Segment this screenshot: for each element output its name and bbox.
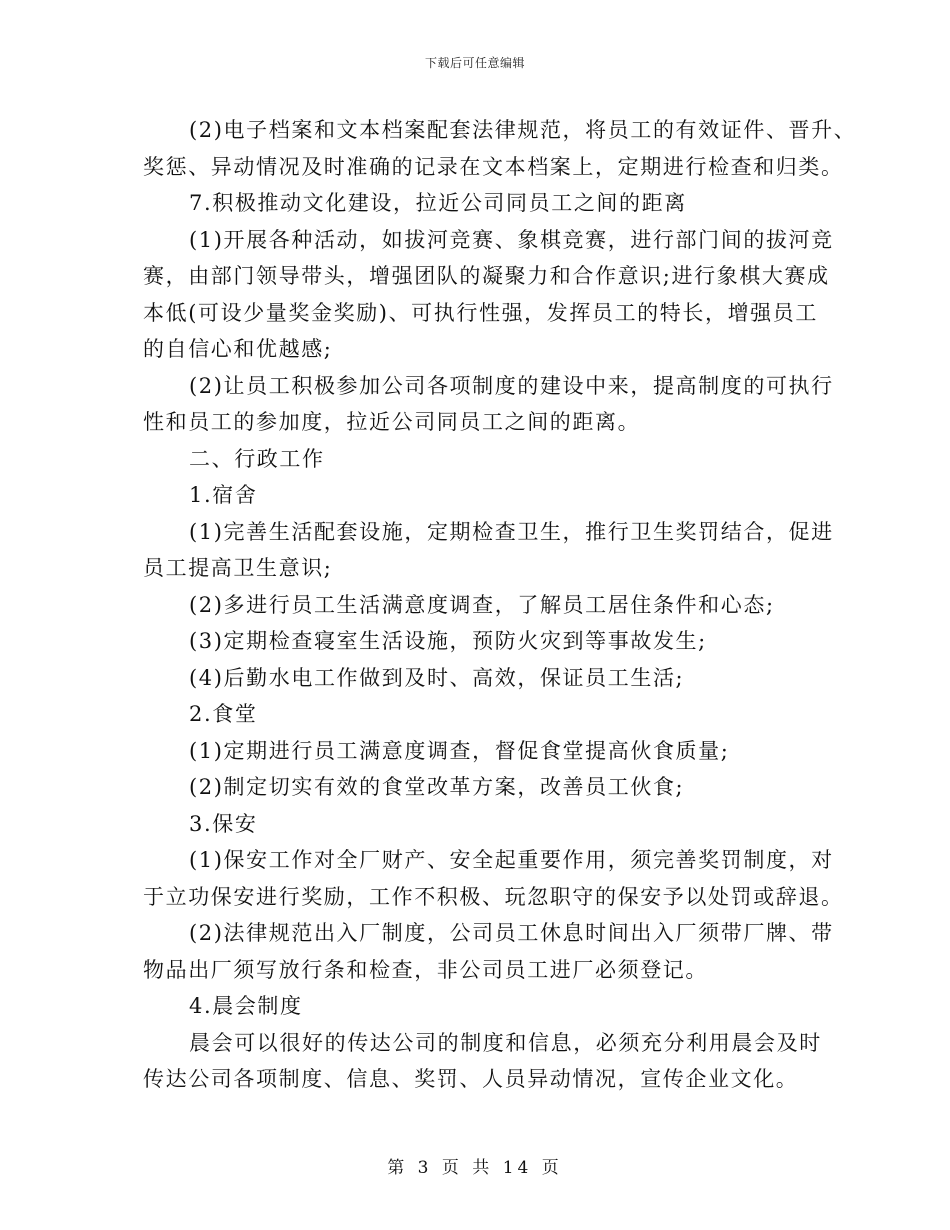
body-line: (2)制定切实有效的食堂改革方案，改善员工伙食; (189, 775, 685, 799)
body-line: (1)开展各种活动，如拔河竞赛、象棋竞赛，进行部门间的拔河竞 (189, 227, 834, 252)
body-line: 于立功保安进行奖励，工作不积极、玩忽职守的保安予以处罚或辞退。 (143, 884, 844, 909)
page-number: 第 3 页 共 14 页 (387, 1158, 563, 1178)
header-note: 下载后可任意编辑 (424, 56, 525, 70)
body-line: (3)定期检查寝室生活设施，预防火灾到等事故发生; (189, 629, 707, 653)
subsection-heading: 3.保安 (189, 811, 258, 836)
body-line: 物品出厂须写放行条和检查，非公司员工进厂必须登记。 (143, 957, 708, 982)
body-line: (2)电子档案和文本档案配套法律规范，将员工的有效证件、晋升、 (189, 118, 857, 142)
body-line: (1)完善生活配套设施，定期检查卫生，推行卫生奖罚结合，促进 (189, 519, 834, 544)
subsection-heading: 1.宿舍 (189, 483, 258, 507)
subsection-heading: 2.食堂 (189, 702, 258, 726)
body-line: 传达公司各项制度、信息、奖罚、人员异动情况，宣传企业文化。 (143, 1067, 799, 1091)
body-line: (4)后勤水电工作做到及时、高效，保证员工生活; (189, 665, 685, 690)
body-line: 性和员工的参加度，拉近公司同员工之间的距离。 (143, 410, 641, 434)
body-line: 晨会可以很好的传达公司的制度和信息，必须充分利用晨会及时 (189, 1030, 822, 1055)
body-line: (2)法律规范出入厂制度，公司员工休息时间出入厂须带厂牌、带 (189, 921, 834, 945)
section-heading: 二、行政工作 (189, 446, 325, 471)
body-line: (2)让员工积极参加公司各项制度的建设中来，提高制度的可执行 (189, 373, 834, 398)
document-body (143, 112, 857, 1098)
body-line: (2)多进行员工生活满意度调查，了解员工居住条件和心态; (189, 592, 775, 617)
body-line: 的自信心和优越感; (143, 337, 333, 361)
body-line: 员工提高卫生意识; (143, 556, 333, 580)
body-line: (1)定期进行员工满意度调查，督促食堂提高伙食质量; (189, 738, 730, 763)
body-line: 赛，由部门领导带头，增强团队的凝聚力和合作意识;进行象棋大赛成 (143, 264, 830, 288)
body-line: 本低(可设少量奖金奖励)、可执行性强，发挥员工的特长，增强员工 (143, 300, 818, 325)
body-line: (1)保安工作对全厂财产、安全起重要作用，须完善奖罚制度，对 (189, 848, 834, 872)
section-heading: 7.积极推动文化建设，拉近公司同员工之间的距离 (189, 191, 687, 215)
subsection-heading: 4.晨会制度 (189, 994, 303, 1018)
body-line: 奖惩、异动情况及时准确的记录在文本档案上，定期进行检查和归类。 (143, 154, 844, 179)
